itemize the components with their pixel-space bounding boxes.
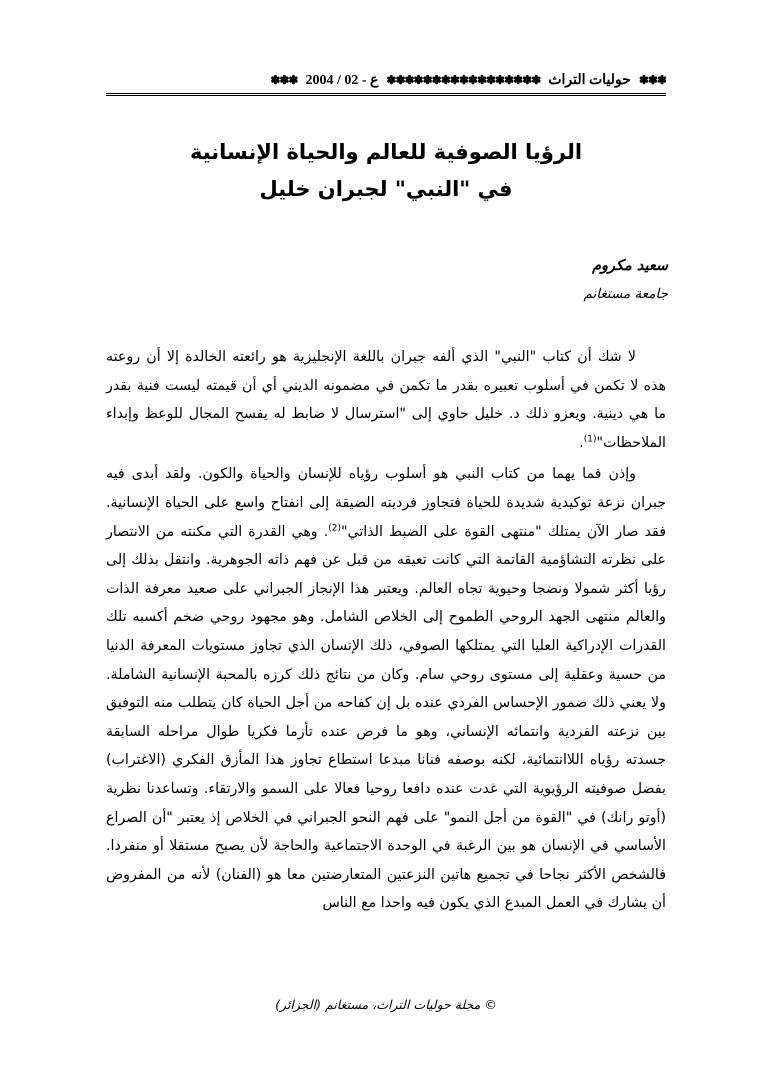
- author-affiliation: جامعة مستغانم: [583, 286, 668, 302]
- paragraph-1: [106, 343, 666, 457]
- article-body: [106, 343, 666, 918]
- article-title-line-1: الرؤيا الصوفية للعالم والحياة الإنسانية: [189, 140, 583, 164]
- article-title-line-2: في "النبي" لجبران خليل: [259, 177, 513, 201]
- header-rule: [106, 93, 666, 96]
- paragraph-2-text-a: وإذن فما يهما من كتاب النبي هو أسلوب رؤياه للإنسان والحياة والكون. ولقد أبدى فيه جبران نزعة توكيدية شديدة للحياة فتجاوز فرديته الضيقة إلى انفتاح واسع على الحياة الإنسانية. فقد صار الآن يمتلك "منتهى القوة على الضبط الذاتي": [106, 466, 666, 540]
- running-header: [106, 68, 666, 92]
- footnote-ref-1: (1): [583, 434, 597, 445]
- issue-number: ع - 02 / 2004: [305, 72, 379, 88]
- header-ornament-left: ✽✽✽: [270, 72, 298, 87]
- page-footer: © مجلة حوليات التراث، مستغانم (الجزائر): [275, 997, 497, 1012]
- paragraph-1-end: .: [579, 434, 584, 451]
- paragraph-2: [106, 460, 666, 918]
- journal-name: حوليات التراث: [548, 72, 631, 88]
- author-name: سعيد مكروم: [592, 258, 668, 274]
- footnote-ref-2: (2): [328, 522, 341, 533]
- paragraph-1-text: لا شك أن كتاب "النبي" الذي ألفه جبران باللغة الإنجليزية هو رائعته الخالدة إلا أن روعته هذه لا تكمن في أسلوب تعبيره بقدر ما تكمن في مضمونه الديني أي أن قيمته ليست فنية بقدر ما هي دينية. ويعزو ذلك د. خليل حاوي إلى "استرسال لا ضابط له يفسح المجال للوعظ وإبداء الملاحظات": [106, 349, 666, 451]
- header-ornament-middle: ✽✽✽✽✽✽✽✽✽✽✽✽✽✽✽✽✽: [386, 72, 541, 87]
- header-ornament-right: ✽✽✽: [638, 72, 666, 87]
- paragraph-2-text-b: . وهي القدرة التي مكنته من الانتصار على نظرته التشاؤمية القاتمة التي كانت تعيقه من قبل عن فهم ذاته الجوهرية. وانتقل بذلك إلى رؤيا أكثر شمولا ونضجا وحيوية تجاه العالم. ويعتبر هذا الإنجاز الجبراني على صعيد معرفة الذات والعالم منتهى الجهد الروحي الطموح إلى الخلاص الشامل. وهو مجهود روحي ضخم أكسبه تلك القدرات الإدراكية العليا التي يمتلكها الصوفي، ذلك الإنسان الذي تجاوز مستويات المعرفة الدنيا من حسية وعقلية إلى مستوى روحي سام. وكان من نتائج ذلك كرزه بالمحبة الإنسانية الشاملة. ولا يعني ذلك ضمور الإحساس الفردي عنده بل إن كفاحه من أجل الحياة كان يتطلب منه التوفيق بين نزعته الفردية وانتمائه الإنساني، وهو ما فرض عنده تأزما فكريا طوال مراحله السابقة جسدته رؤياه اللاانتمائية، لكنه بوصفه فنانا مبدعا استطاع تجاوز هذا المأزق الفكري (الاغتراب) بفضل صوفيته الرؤيوية التي غدت عنده دافعا روحيا فعالا على السمو والارتقاء. وتساعدنا نظرية (أوتو رانك) في "القوة من أجل النمو" على فهم النحو الجبراني في الخلاص إذ يعتبر "أن الصراع الأساسي في الإنسان هو بين الرغبة في الوحدة الاجتماعية والحاجة لأن يصبح مستقلا أو منفردا. فالشخص الأكثر نجاحا في تجميع هاتين النزعتين المتعارضتين معا هو (الفنان) لأنه من المفروض أن يشارك في العمل المبدع الذي يكون فيه واحدا مع الناس: [106, 523, 666, 912]
